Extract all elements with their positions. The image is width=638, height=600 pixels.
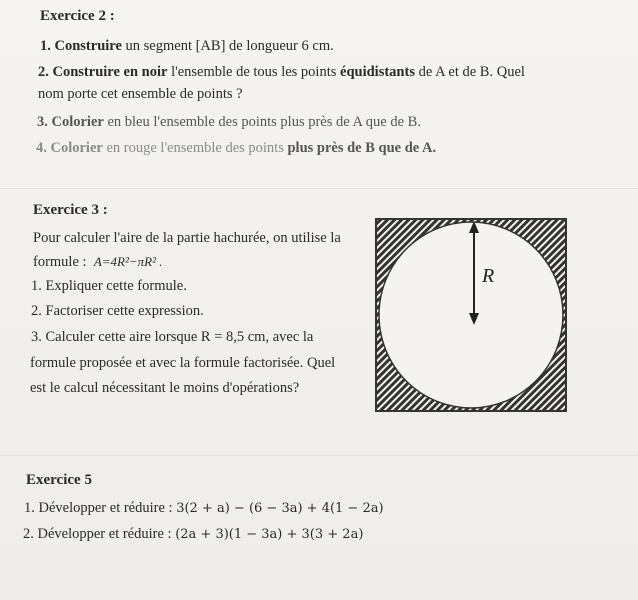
exercise-2-question-1 bbox=[40, 38, 334, 55]
exercise-3-question-3-line-2: formule proposée et avec la formule factorisée. Quel bbox=[30, 355, 336, 371]
q4-bold-2: plus près de B que de A. bbox=[287, 140, 437, 156]
exercise-5-question-1 bbox=[24, 500, 384, 517]
q2-text-end: de A et de B. Quel bbox=[414, 64, 525, 80]
exercise-3-question-1: 1. Expliquer cette formule. bbox=[31, 278, 187, 294]
exercise-2-question-2-line-2: nom porte cet ensemble de points ? bbox=[38, 86, 243, 102]
q1-expression: 3(2 + a) − (6 − 3a) + 4(1 − 2a) bbox=[176, 501, 384, 516]
formula-label: formule : bbox=[33, 254, 87, 270]
exercise-2-question-4 bbox=[36, 140, 436, 157]
exercise-3-question-2: 2. Factoriser cette expression. bbox=[31, 303, 204, 319]
exercise-3-intro: Pour calculer l'aire de la partie hachurée, on utilise la bbox=[33, 230, 341, 246]
q2-label: 2. Développer et réduire : bbox=[23, 526, 172, 542]
radius-label: R bbox=[482, 265, 495, 287]
paper-fold bbox=[0, 455, 638, 456]
q2-bold-2: équidistants bbox=[340, 64, 415, 80]
exercise-2-question-3 bbox=[37, 114, 421, 131]
figure-svg bbox=[374, 217, 568, 413]
exercise-3-title: Exercice 3 : bbox=[33, 202, 108, 218]
q2-expression: (2a + 3)(1 − 3a) + 3(3 + 2a) bbox=[175, 527, 364, 542]
q1-text: un segment [AB] de longueur 6 cm. bbox=[121, 38, 334, 54]
paper-fold bbox=[0, 188, 638, 189]
q1-bold: 1. Construire bbox=[40, 38, 122, 54]
hatched-square-figure bbox=[374, 217, 568, 413]
exercise-5-question-2 bbox=[23, 526, 363, 543]
exercise-2-question-2 bbox=[38, 64, 525, 81]
exercise-3-question-3: 3. Calculer cette aire lorsque R = 8,5 cm, avec la bbox=[31, 329, 314, 345]
exercise-3-question-3-line-3: est le calcul nécessitant le moins d'opérations? bbox=[30, 380, 300, 396]
q1-label: 1. Développer et réduire : bbox=[24, 500, 173, 516]
exercise-3-formula-line bbox=[33, 254, 163, 271]
exercise-2-title: Exercice 2 : bbox=[40, 8, 115, 24]
q2-text: l'ensemble de tous les points bbox=[167, 64, 341, 80]
q3-text: en bleu l'ensemble des points plus près de A que de B. bbox=[103, 114, 421, 130]
q4-text: en rouge l'ensemble des points bbox=[102, 140, 288, 156]
exercise-5-title: Exercice 5 bbox=[26, 472, 92, 488]
q2-bold: 2. Construire en noir bbox=[38, 64, 168, 80]
q3-bold: 3. Colorier bbox=[37, 114, 104, 130]
formula: A=4R²−πR² . bbox=[93, 254, 163, 269]
q4-bold: 4. Colorier bbox=[36, 140, 103, 156]
